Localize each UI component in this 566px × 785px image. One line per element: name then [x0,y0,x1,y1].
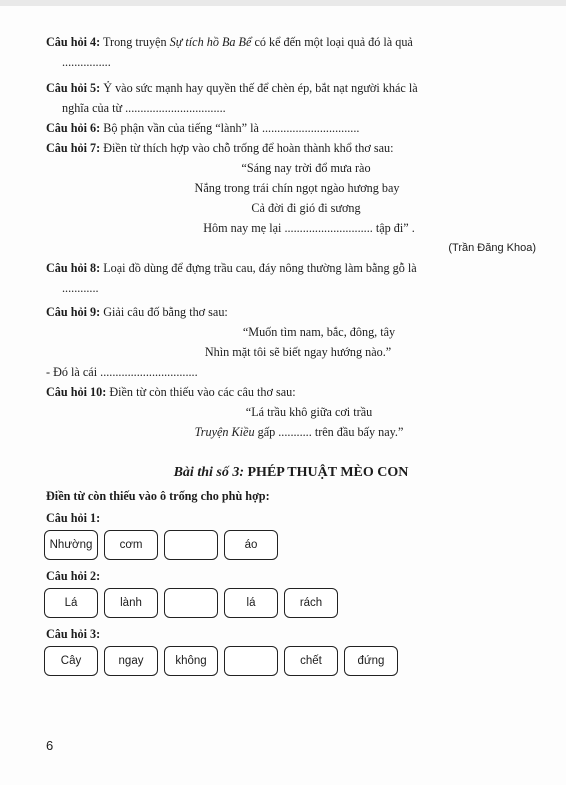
question-9 [46,302,536,322]
question-text: Giải câu đố bằng thơ sau: [100,305,228,319]
question-label: Câu hỏi 6: [46,121,101,135]
question-5 [46,78,536,98]
page-number: 6 [46,738,54,753]
top-bar [0,0,566,6]
story-title: Sự tích hồ Ba Bể [169,35,252,49]
question-label: Câu hỏi 7: [46,141,101,155]
question-label: Câu hỏi 9: [46,305,101,319]
question-6 [46,118,536,138]
question-text: Điền từ còn thiếu vào các câu thơ sau: [106,385,296,399]
poem-author: (Trần Đăng Khoa) [448,242,536,254]
word-tile[interactable]: Cây [44,646,98,676]
empty-tile[interactable] [164,588,218,618]
poem-line: Hôm nay mẹ lại ............................. tập đi” . [203,221,415,235]
puzzle-label: Câu hỏi 3: [46,627,101,641]
word-tile[interactable]: chết [284,646,338,676]
answer-blank: ................ [62,55,111,69]
poem-text: gấp ........... trên đầu bấy nay.” [254,425,404,439]
word-tile[interactable]: áo [224,530,278,560]
question-8 [46,258,536,278]
word-tile[interactable]: cơm [104,530,158,560]
word-tile[interactable]: Nhường [44,530,98,560]
section-title [46,462,536,484]
empty-tile[interactable] [224,646,278,676]
document-body [46,32,536,682]
puzzle-label: Câu hỏi 2: [46,569,101,583]
question-4 [46,32,536,52]
puzzle-label: Câu hỏi 1: [46,511,101,525]
question-text: Loại đồ dùng để đựng trầu cau, đáy nông thường làm bằng gỗ là [100,261,417,275]
tile-row-3 [44,646,536,676]
question-label: Câu hỏi 4: [46,35,101,49]
question-text: Bộ phận vần của tiếng “lành” là ................................ [100,121,360,135]
word-tile[interactable]: đứng [344,646,398,676]
word-tile[interactable]: lá [224,588,278,618]
word-tile[interactable]: không [164,646,218,676]
poem-title: Truyện Kiều [194,425,255,439]
poem-line: “Lá trầu khô giữa cơi trầu [245,405,373,419]
empty-tile[interactable] [164,530,218,560]
question-text-continued: nghĩa của từ ................................. [62,101,226,115]
question-text: Điền từ thích hợp vào chỗ trống để hoàn thành khổ thơ sau: [100,141,394,155]
question-10 [46,382,536,402]
answer-blank: ............ [62,281,99,295]
poem-line: Nắng trong trái chín ngọt ngào hương bay [194,181,400,195]
section-number: Bài thi số 3: [173,465,244,480]
word-tile[interactable]: ngay [104,646,158,676]
poem-line [46,422,536,442]
word-tile[interactable]: lành [104,588,158,618]
tile-row-1 [44,530,536,560]
tile-row-2 [44,588,536,618]
poem-line: “Sáng nay trời đổ mưa rào [241,161,371,175]
question-text: Trong truyện [100,35,170,49]
riddle-line: Nhìn mặt tôi sẽ biết ngay hướng nào.” [204,345,392,359]
question-text: Ỷ vào sức mạnh hay quyền thế để chèn ép, bắt nạt người khác là [100,81,418,95]
riddle-answer: - Đó là cái ................................ [46,365,198,379]
question-text: có kể đến một loại quả đó là quả [251,35,413,49]
word-tile[interactable]: rách [284,588,338,618]
word-tile[interactable]: Lá [44,588,98,618]
section-instruction: Điền từ còn thiếu vào ô trống cho phù hợp: [46,489,270,503]
section-name: PHÉP THUẬT MÈO CON [244,465,409,480]
poem-line: Cả đời đi gió đi sương [251,201,361,215]
question-7 [46,138,536,158]
question-label: Câu hỏi 8: [46,261,101,275]
question-label: Câu hỏi 5: [46,81,101,95]
question-label: Câu hỏi 10: [46,385,107,399]
riddle-line: “Muốn tìm nam, bắc, đông, tây [242,325,396,339]
